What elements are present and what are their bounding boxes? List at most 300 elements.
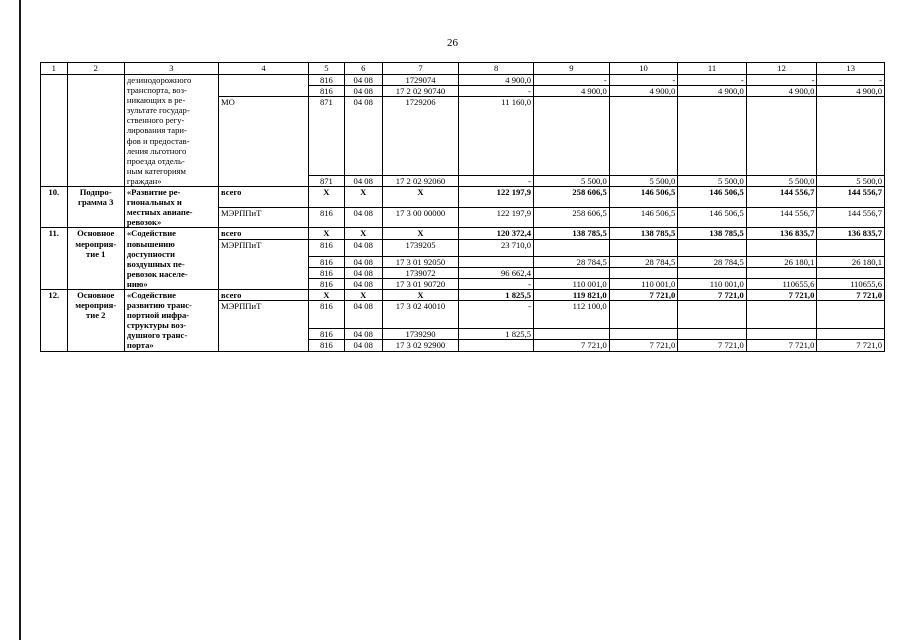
column-header: 10	[609, 63, 678, 75]
value-cell	[459, 329, 534, 340]
value-cell	[678, 97, 747, 176]
value-cell-text: 122 197,9	[496, 187, 532, 198]
value-cell	[382, 86, 459, 97]
executor-cell	[218, 207, 308, 228]
column-header: 9	[534, 63, 610, 75]
value-cell-text: 144 556,7	[847, 207, 882, 218]
value-cell-text: -	[811, 75, 815, 85]
value-cell	[344, 86, 382, 97]
number-cell	[41, 228, 68, 290]
value-cell	[534, 97, 610, 176]
value-cell-text: 871	[319, 175, 333, 186]
type-cell-text: Подпро- грамма 3	[78, 187, 114, 208]
value-cell	[382, 75, 459, 86]
value-cell-text: 23 710,0	[500, 239, 532, 250]
page-number: 26	[447, 37, 458, 49]
value-cell	[609, 329, 678, 340]
value-cell-text: -	[528, 301, 532, 312]
value-cell	[534, 75, 610, 86]
value-cell-text: 816	[319, 86, 333, 97]
value-cell-text: X	[360, 187, 367, 198]
value-cell-text: 871	[319, 97, 333, 108]
value-cell	[609, 187, 678, 208]
value-cell	[344, 207, 382, 228]
value-cell	[459, 239, 534, 256]
budget-table	[40, 62, 885, 352]
value-cell-text: 816	[319, 340, 333, 351]
value-cell	[746, 86, 817, 97]
value-cell-text: 17 2 02 90740	[395, 86, 446, 97]
value-cell-text: 26 180,1	[784, 256, 815, 267]
value-cell	[534, 239, 610, 256]
value-cell	[344, 267, 382, 278]
number-cell	[41, 289, 68, 351]
total-row	[41, 289, 885, 300]
column-header: 1	[41, 63, 68, 75]
number-cell	[41, 75, 68, 187]
value-cell	[817, 97, 885, 176]
value-cell	[309, 228, 345, 239]
value-cell	[382, 278, 459, 289]
value-cell-text: 96 662,4	[500, 267, 532, 278]
column-header: 7	[382, 63, 459, 75]
value-cell-text: 110655,6	[782, 278, 815, 289]
value-cell	[382, 256, 459, 267]
value-cell-text: 17 3 01 92050	[395, 256, 446, 267]
type-cell	[67, 187, 124, 228]
value-cell	[746, 75, 817, 86]
value-cell	[817, 75, 885, 86]
value-cell-text: 04 08	[353, 267, 373, 278]
value-cell	[309, 329, 345, 340]
value-cell-text: 112 100,0	[572, 301, 607, 312]
value-cell-text: 110 001,0	[572, 278, 607, 289]
value-cell	[746, 301, 817, 329]
value-cell-text: 04 08	[353, 75, 373, 85]
value-cell-text: 04 08	[353, 256, 373, 267]
value-cell-text: 04 08	[353, 175, 373, 186]
value-cell-text: -	[528, 86, 532, 97]
value-cell	[746, 340, 817, 351]
value-cell	[309, 256, 345, 267]
value-cell	[534, 329, 610, 340]
value-cell-text: X	[417, 228, 424, 239]
value-cell-text: 144 556,7	[780, 207, 815, 218]
value-cell-text: 138 785,5	[640, 228, 676, 239]
value-cell	[344, 289, 382, 300]
value-cell-text: 5 500,0	[580, 175, 607, 186]
measure-name-cell-text: «Содействие повышению доступности воздушных пе- ревозок населе- нию»	[126, 228, 188, 289]
value-cell	[382, 239, 459, 256]
measure-name-cell	[124, 289, 218, 351]
value-cell-text: -	[528, 278, 532, 289]
value-cell	[678, 329, 747, 340]
value-cell	[382, 301, 459, 329]
value-cell	[678, 301, 747, 329]
type-cell-text: Основное мероприя- тие 1	[75, 228, 117, 259]
value-cell-text: 4 900,0	[505, 75, 532, 85]
value-cell-text: 146 506,5	[640, 207, 676, 218]
value-cell	[459, 289, 534, 300]
value-cell-text: 816	[319, 207, 333, 218]
value-cell	[534, 267, 610, 278]
total-label-cell-text: всего	[220, 228, 242, 239]
value-cell-text: X	[323, 187, 330, 198]
value-cell	[382, 207, 459, 228]
value-cell	[746, 289, 817, 300]
value-cell-text: 26 180,1	[851, 256, 882, 267]
value-cell-text: 816	[319, 256, 333, 267]
executor-cell	[218, 97, 308, 187]
measure-name-cell	[124, 228, 218, 290]
value-cell	[817, 175, 885, 186]
value-cell	[459, 97, 534, 176]
value-cell	[534, 256, 610, 267]
value-cell-text: 1729206	[405, 97, 436, 108]
executor-cell	[218, 301, 308, 351]
value-cell	[534, 175, 610, 186]
executor-cell-text: МО	[220, 97, 235, 108]
value-cell	[344, 256, 382, 267]
executor-cell-text: МЭРППиТ	[220, 207, 262, 218]
value-cell	[309, 207, 345, 228]
value-cell	[817, 86, 885, 97]
value-cell	[309, 289, 345, 300]
value-cell	[609, 97, 678, 176]
value-cell	[817, 278, 885, 289]
value-cell	[609, 175, 678, 186]
value-cell	[344, 340, 382, 351]
value-cell	[609, 228, 678, 239]
value-cell-text: 04 08	[353, 301, 373, 312]
value-cell-text: 7 721,0	[649, 289, 676, 300]
value-cell	[382, 267, 459, 278]
value-cell-text: X	[417, 187, 424, 198]
number-cell-text: 12.	[48, 289, 60, 300]
value-cell	[309, 75, 345, 86]
value-cell	[746, 228, 817, 239]
value-cell-text: 110655,6	[850, 278, 882, 289]
value-cell	[746, 239, 817, 256]
value-cell	[382, 187, 459, 208]
column-header: 13	[817, 63, 885, 75]
value-cell-text: 4 900,0	[788, 86, 815, 97]
value-cell	[678, 289, 747, 300]
value-cell-text: 7 721,0	[649, 340, 676, 351]
value-cell-text: 138 785,5	[709, 228, 744, 239]
executor-cell-text: МЭРППиТ	[220, 301, 262, 312]
value-cell-text: 1729074	[405, 75, 436, 85]
total-label-cell	[218, 228, 308, 239]
value-cell	[678, 228, 747, 239]
value-cell-text: 136 835,7	[780, 228, 815, 239]
column-header: 3	[124, 63, 218, 75]
total-label-cell	[218, 187, 308, 208]
column-header: 12	[746, 63, 817, 75]
value-cell	[746, 267, 817, 278]
value-cell	[309, 97, 345, 176]
value-cell-text: 4 900,0	[649, 86, 676, 97]
column-header: 4	[218, 63, 308, 75]
value-cell-text: 04 08	[353, 97, 373, 108]
measure-name-cell-text: «Содействие развитию транс- портной инфра- структуры воз- душного транс- порта»	[126, 289, 192, 351]
value-cell-text: 04 08	[353, 239, 373, 250]
column-number-row	[41, 63, 885, 75]
value-cell	[746, 329, 817, 340]
value-cell-text: -	[672, 75, 676, 85]
executor-cell	[218, 75, 308, 97]
value-cell-text: 1 825,5	[505, 329, 532, 340]
value-cell	[746, 256, 817, 267]
value-cell-text: 110 001,0	[709, 278, 744, 289]
value-cell-text: 11 160,0	[501, 97, 532, 108]
value-cell-text: 144 556,7	[847, 187, 882, 198]
value-cell	[309, 278, 345, 289]
value-cell	[459, 187, 534, 208]
measure-name-cell	[124, 187, 218, 228]
value-cell-text: 122 197,9	[496, 207, 532, 218]
value-cell	[459, 175, 534, 186]
value-cell-text: X	[323, 228, 330, 239]
value-cell-text: 17 3 02 40010	[395, 301, 446, 312]
value-cell	[609, 256, 678, 267]
value-cell	[382, 97, 459, 176]
value-cell-text: 7 721,0	[580, 340, 607, 351]
number-cell-text: 11.	[48, 228, 59, 239]
value-cell-text: 4 900,0	[856, 86, 882, 97]
value-cell-text: 1739072	[405, 267, 436, 278]
value-cell-text: 5 500,0	[718, 175, 744, 186]
value-cell	[534, 301, 610, 329]
value-cell	[609, 301, 678, 329]
table-row	[41, 75, 885, 86]
value-cell-text: 816	[319, 301, 333, 312]
value-cell-text: X	[417, 289, 424, 300]
value-cell	[817, 187, 885, 208]
total-row	[41, 187, 885, 208]
number-cell	[41, 187, 68, 228]
value-cell	[678, 207, 747, 228]
value-cell-text: 1739290	[405, 329, 436, 340]
value-cell	[746, 187, 817, 208]
value-cell	[534, 340, 610, 351]
value-cell	[534, 187, 610, 208]
value-cell	[534, 86, 610, 97]
value-cell	[678, 239, 747, 256]
value-cell-text: 28 784,5	[713, 256, 744, 267]
value-cell	[459, 86, 534, 97]
value-cell	[344, 301, 382, 329]
value-cell-text: 04 08	[353, 86, 373, 97]
measure-name-cell	[124, 75, 218, 187]
value-cell-text: 17 3 00 00000	[395, 207, 446, 218]
value-cell-text: 04 08	[353, 278, 373, 289]
value-cell	[534, 278, 610, 289]
value-cell	[609, 207, 678, 228]
total-label-cell	[218, 289, 308, 300]
value-cell-text: 258 606,5	[572, 187, 607, 198]
value-cell	[344, 228, 382, 239]
value-cell	[817, 267, 885, 278]
total-row	[41, 228, 885, 239]
value-cell	[609, 86, 678, 97]
value-cell-text: 17 3 01 90720	[395, 278, 446, 289]
column-header: 6	[344, 63, 382, 75]
value-cell	[817, 239, 885, 256]
value-cell	[817, 329, 885, 340]
value-cell	[609, 239, 678, 256]
value-cell-text: 28 784,5	[645, 256, 676, 267]
type-cell	[67, 228, 124, 290]
column-header: 8	[459, 63, 534, 75]
measure-name-cell-text: «Развитие ре- гиональных и местных авиапе- ревозок»	[126, 187, 193, 228]
value-cell	[817, 228, 885, 239]
type-cell	[67, 75, 124, 187]
value-cell-text: 04 08	[353, 207, 373, 218]
value-cell-text: 4 900,0	[580, 86, 607, 97]
value-cell	[309, 340, 345, 351]
value-cell	[678, 340, 747, 351]
value-cell	[746, 175, 817, 186]
value-cell	[678, 175, 747, 186]
value-cell	[534, 289, 610, 300]
value-cell-text: 04 08	[353, 340, 373, 351]
value-cell-text: 5 500,0	[856, 175, 882, 186]
value-cell-text: 1 825,5	[505, 289, 532, 300]
value-cell-text: 7 721,0	[718, 340, 744, 351]
value-cell-text: 119 821,0	[572, 289, 607, 300]
value-cell-text: -	[603, 75, 607, 85]
value-cell-text: X	[323, 289, 330, 300]
value-cell-text: 28 784,5	[576, 256, 607, 267]
value-cell-text: 816	[319, 267, 333, 278]
value-cell	[609, 75, 678, 86]
value-cell	[382, 228, 459, 239]
type-cell	[67, 289, 124, 351]
value-cell-text: -	[879, 75, 882, 85]
value-cell	[309, 239, 345, 256]
value-cell-text: 7 721,0	[856, 340, 882, 351]
value-cell	[344, 278, 382, 289]
value-cell	[459, 75, 534, 86]
value-cell	[817, 301, 885, 329]
value-cell-text: 144 556,7	[780, 187, 815, 198]
value-cell	[344, 239, 382, 256]
value-cell-text: 816	[319, 75, 333, 85]
value-cell	[534, 207, 610, 228]
value-cell-text: -	[528, 175, 532, 186]
value-cell	[459, 340, 534, 351]
value-cell	[609, 278, 678, 289]
value-cell	[309, 267, 345, 278]
column-header: 11	[678, 63, 747, 75]
value-cell-text: X	[360, 289, 367, 300]
measure-name-cell-text: дезинодорожного транспорта, воз- никающих в ре- зультате государ- ственного регу- лирования тари- фов и предостав- ления льготного проезда отдель- ным категориям граждан»	[126, 75, 192, 186]
value-cell-text: 816	[319, 329, 333, 340]
value-cell	[344, 175, 382, 186]
value-cell	[609, 267, 678, 278]
value-cell	[678, 267, 747, 278]
value-cell-text: 816	[319, 239, 333, 250]
value-cell	[309, 187, 345, 208]
value-cell	[817, 340, 885, 351]
value-cell-text: 258 606,5	[572, 207, 607, 218]
value-cell	[309, 86, 345, 97]
value-cell-text: 146 506,5	[709, 207, 744, 218]
value-cell	[746, 97, 817, 176]
value-cell-text: 17 2 02 92060	[395, 175, 446, 186]
value-cell-text: -	[740, 75, 744, 85]
column-header: 2	[67, 63, 124, 75]
value-cell	[746, 207, 817, 228]
type-cell-text: Основное мероприя- тие 2	[75, 289, 117, 321]
value-cell	[382, 340, 459, 351]
value-cell-text: 136 835,7	[847, 228, 882, 239]
value-cell	[344, 75, 382, 86]
executor-cell-text: МЭРППиТ	[220, 239, 262, 250]
value-cell	[459, 278, 534, 289]
value-cell	[678, 278, 747, 289]
value-cell-text: 7 721,0	[856, 289, 882, 300]
value-cell	[382, 329, 459, 340]
value-cell	[534, 228, 610, 239]
value-cell	[746, 278, 817, 289]
value-cell	[344, 329, 382, 340]
total-label-cell-text: всего	[220, 187, 242, 198]
value-cell-text: 1739205	[405, 239, 436, 250]
value-cell-text: 7 721,0	[788, 289, 815, 300]
value-cell	[678, 256, 747, 267]
value-cell-text: 7 721,0	[788, 340, 815, 351]
table-body	[41, 63, 885, 352]
value-cell	[309, 301, 345, 329]
value-cell-text: 110 001,0	[641, 278, 676, 289]
value-cell	[459, 207, 534, 228]
value-cell-text: X	[360, 228, 367, 239]
total-label-cell-text: всего	[220, 289, 242, 300]
value-cell-text: 4 900,0	[718, 86, 744, 97]
value-cell	[459, 301, 534, 329]
value-cell	[678, 75, 747, 86]
value-cell-text: 816	[319, 278, 333, 289]
value-cell	[609, 289, 678, 300]
value-cell	[344, 187, 382, 208]
value-cell-text: 120 372,4	[496, 228, 532, 239]
value-cell	[382, 175, 459, 186]
executor-cell	[218, 239, 308, 289]
value-cell-text: 5 500,0	[788, 175, 815, 186]
value-cell-text: 04 08	[353, 329, 373, 340]
value-cell	[459, 267, 534, 278]
page-edge-line	[19, 0, 21, 640]
value-cell	[459, 256, 534, 267]
value-cell	[609, 340, 678, 351]
value-cell-text: 7 721,0	[718, 289, 744, 300]
value-cell	[459, 228, 534, 239]
value-cell	[344, 97, 382, 176]
value-cell	[817, 207, 885, 228]
value-cell-text: 146 506,5	[640, 187, 676, 198]
value-cell	[678, 86, 747, 97]
value-cell	[817, 289, 885, 300]
value-cell-text: 138 785,5	[572, 228, 607, 239]
value-cell	[309, 175, 345, 186]
value-cell	[678, 187, 747, 208]
value-cell-text: 5 500,0	[649, 175, 676, 186]
number-cell-text: 10.	[48, 187, 60, 198]
column-header: 5	[309, 63, 345, 75]
value-cell	[817, 256, 885, 267]
